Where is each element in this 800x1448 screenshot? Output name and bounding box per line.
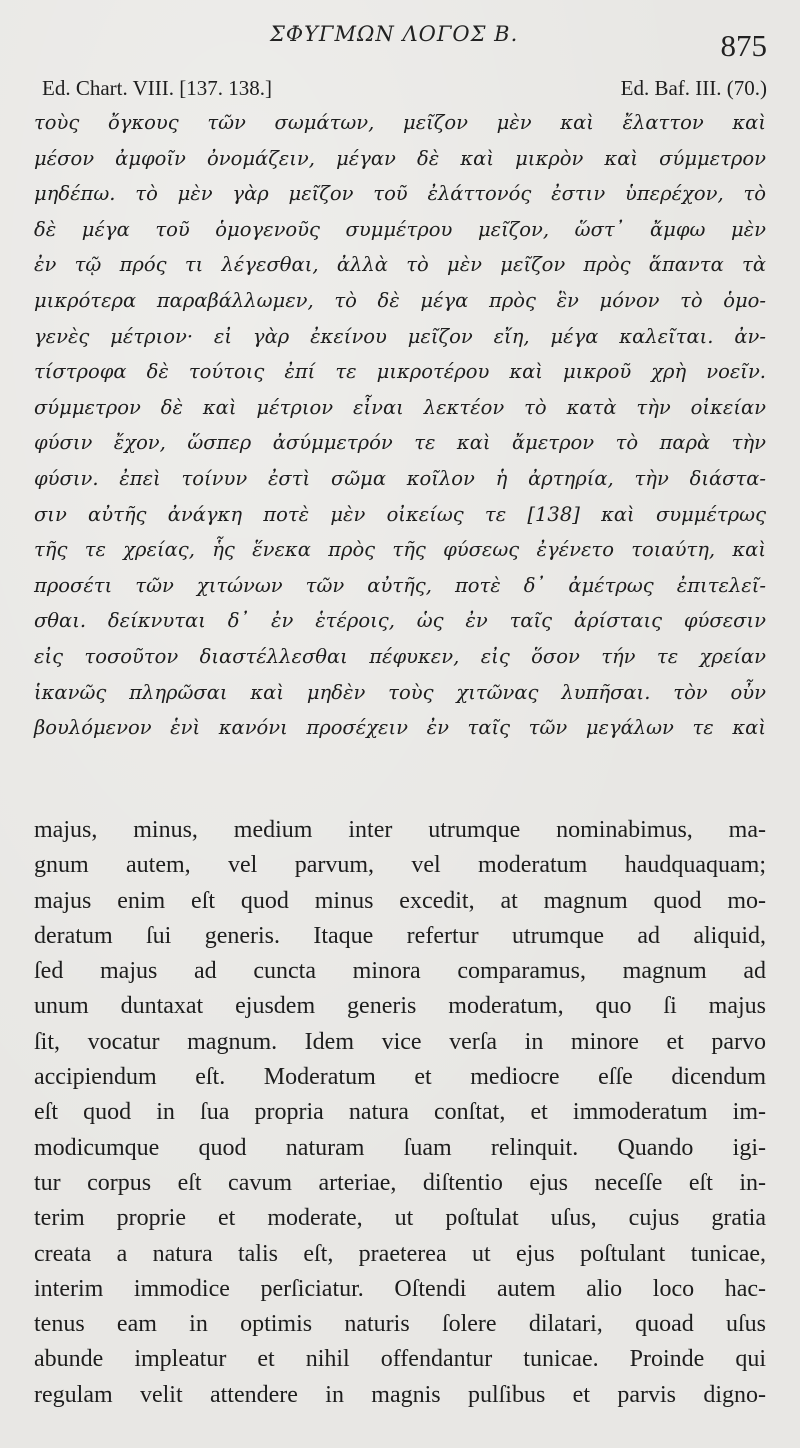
running-head: ΣΦΥΓΜΩΝ ΛΟΓΟΣ Β. bbox=[270, 22, 519, 46]
latin-line: accipiendum eſt. Moderatum et mediocre eſſe dicendum bbox=[34, 1064, 766, 1091]
latin-line: creata a natura talis eſt, praeterea ut ejus poſtulant tunicae, bbox=[34, 1240, 766, 1267]
latin-line: terim proprie et moderate, ut poſtulat uſus, cujus gratia bbox=[34, 1205, 766, 1232]
greek-line: μηδέπω. τὸ μὲν γὰρ μεῖζον τοῦ ἐλάττονός ἐστιν ὑπερέχον, τὸ bbox=[34, 182, 766, 206]
greek-line: φύσιν. ἐπεὶ τοίνυν ἐστὶ σῶμα κοῖλον ἡ ἀρτηρία, τὴν διάστα- bbox=[34, 466, 766, 490]
latin-line: deratum ſui generis. Itaque refertur utrumque ad aliquid, bbox=[34, 922, 766, 949]
greek-line: δὲ μέγα τοῦ ὁμογενοῦς συμμέτρου μεῖζον, ὥστ᾽ ἄμφω μὲν bbox=[34, 217, 766, 241]
latin-line: modicumque quod naturam ſuam relinquit. Quando igi- bbox=[34, 1134, 766, 1161]
greek-line: μέσον ἀμφοῖν ὀνομάζειν, μέγαν δὲ καὶ μικρὸν καὶ σύμμετρον bbox=[34, 146, 766, 170]
edition-chart-reference: Ed. Chart. VIII. [137. 138.] bbox=[42, 76, 272, 100]
greek-line: προσέτι τῶν χιτώνων τῶν αὐτῆς, ποτὲ δ᾽ ἀμέτρως ἐπιτελεῖ- bbox=[34, 573, 766, 597]
latin-line: majus, minus, medium inter utrumque nominabimus, ma- bbox=[34, 817, 766, 843]
greek-line: φύσιν ἔχον, ὥσπερ ἀσύμμετρόν τε καὶ ἄμετρον τὸ παρὰ τὴν bbox=[34, 431, 766, 455]
edition-reference-line bbox=[42, 76, 767, 106]
greek-line: σιν αὐτῆς ἀνάγκη ποτὲ μὲν οἰκείως τε [138] καὶ συμμέτρως bbox=[34, 502, 766, 526]
latin-line: eſt quod in ſua propria natura conſtat, et immoderatum im- bbox=[34, 1099, 766, 1126]
greek-line: μικρότερα παραβάλλωμεν, τὸ δὲ μέγα πρὸς ἓν μόνον τὸ ὁμο- bbox=[34, 288, 766, 312]
page-number: 875 bbox=[720, 28, 767, 63]
latin-line: tenus eam in optimis naturis ſolere dilatari, quoad uſus bbox=[34, 1311, 766, 1338]
greek-text-block bbox=[34, 105, 766, 746]
latin-line: ſit, vocatur magnum. Idem vice verſa in minore et parvo bbox=[34, 1028, 766, 1055]
greek-line: τοὺς ὄγκους τῶν σωμάτων, μεῖζον μὲν καὶ ἔλαττον καὶ bbox=[34, 111, 766, 134]
greek-line: ἱκανῶς πληρῶσαι καὶ μηδὲν τοὺς χιτῶνας λυπῆσαι. τὸν οὖν bbox=[34, 680, 766, 704]
greek-line: ἐν τῷ πρός τι λέγεσθαι, ἀλλὰ τὸ μὲν μεῖζον πρὸς ἅπαντα τὰ bbox=[34, 253, 766, 277]
latin-line: interim immodice perſiciatur. Oſtendi autem alio loco hac- bbox=[34, 1275, 766, 1302]
edition-basel-reference: Ed. Baf. III. (70.) bbox=[620, 76, 767, 100]
greek-line: εἰς τοσοῦτον διαστέλλεσθαι πέφυκεν, εἰς ὅσον τήν τε χρείαν bbox=[34, 644, 766, 668]
latin-line: unum duntaxat ejusdem generis moderatum, quo ſi majus bbox=[34, 993, 766, 1020]
greek-line: σθαι. δείκνυται δ᾽ ἐν ἑτέροις, ὡς ἐν ταῖς ἀρίσταις φύσεσιν bbox=[34, 609, 766, 633]
greek-line: τῆς τε χρείας, ἧς ἕνεκα πρὸς τῆς φύσεως ἐγένετο τοιαύτη, καὶ bbox=[34, 538, 766, 562]
latin-line: abunde impleatur et nihil offendantur tunicae. Proinde qui bbox=[34, 1346, 766, 1373]
latin-line: ſed majus ad cuncta minora comparamus, magnum ad bbox=[34, 958, 766, 985]
latin-text-block bbox=[34, 813, 766, 1413]
greek-line: τίστροφα δὲ τούτοις ἐπί τε μικροτέρου καὶ μικροῦ χρὴ νοεῖν. bbox=[34, 360, 766, 384]
greek-line: σύμμετρον δὲ καὶ μέτριον εἶναι λεκτέον τὸ κατὰ τὴν οἰκείαν bbox=[34, 395, 766, 419]
latin-line: regulam velit attendere in magnis pulſibus et parvis digno- bbox=[34, 1381, 766, 1408]
latin-line: majus enim eſt quod minus excedit, at magnum quod mo- bbox=[34, 887, 766, 914]
greek-line: γενὲς μέτριον· εἰ γὰρ ἐκείνου μεῖζον εἴη, μέγα καλεῖται. ἀν- bbox=[34, 324, 766, 348]
latin-line: gnum autem, vel parvum, vel moderatum haudquaquam; bbox=[34, 852, 766, 879]
latin-line: tur corpus eſt cavum arteriae, diſtentio ejus neceſſe eſt in- bbox=[34, 1169, 766, 1196]
greek-line: βουλόμενον ἑνὶ κανόνι προσέχειν ἐν ταῖς τῶν μεγάλων τε καὶ bbox=[34, 716, 766, 740]
